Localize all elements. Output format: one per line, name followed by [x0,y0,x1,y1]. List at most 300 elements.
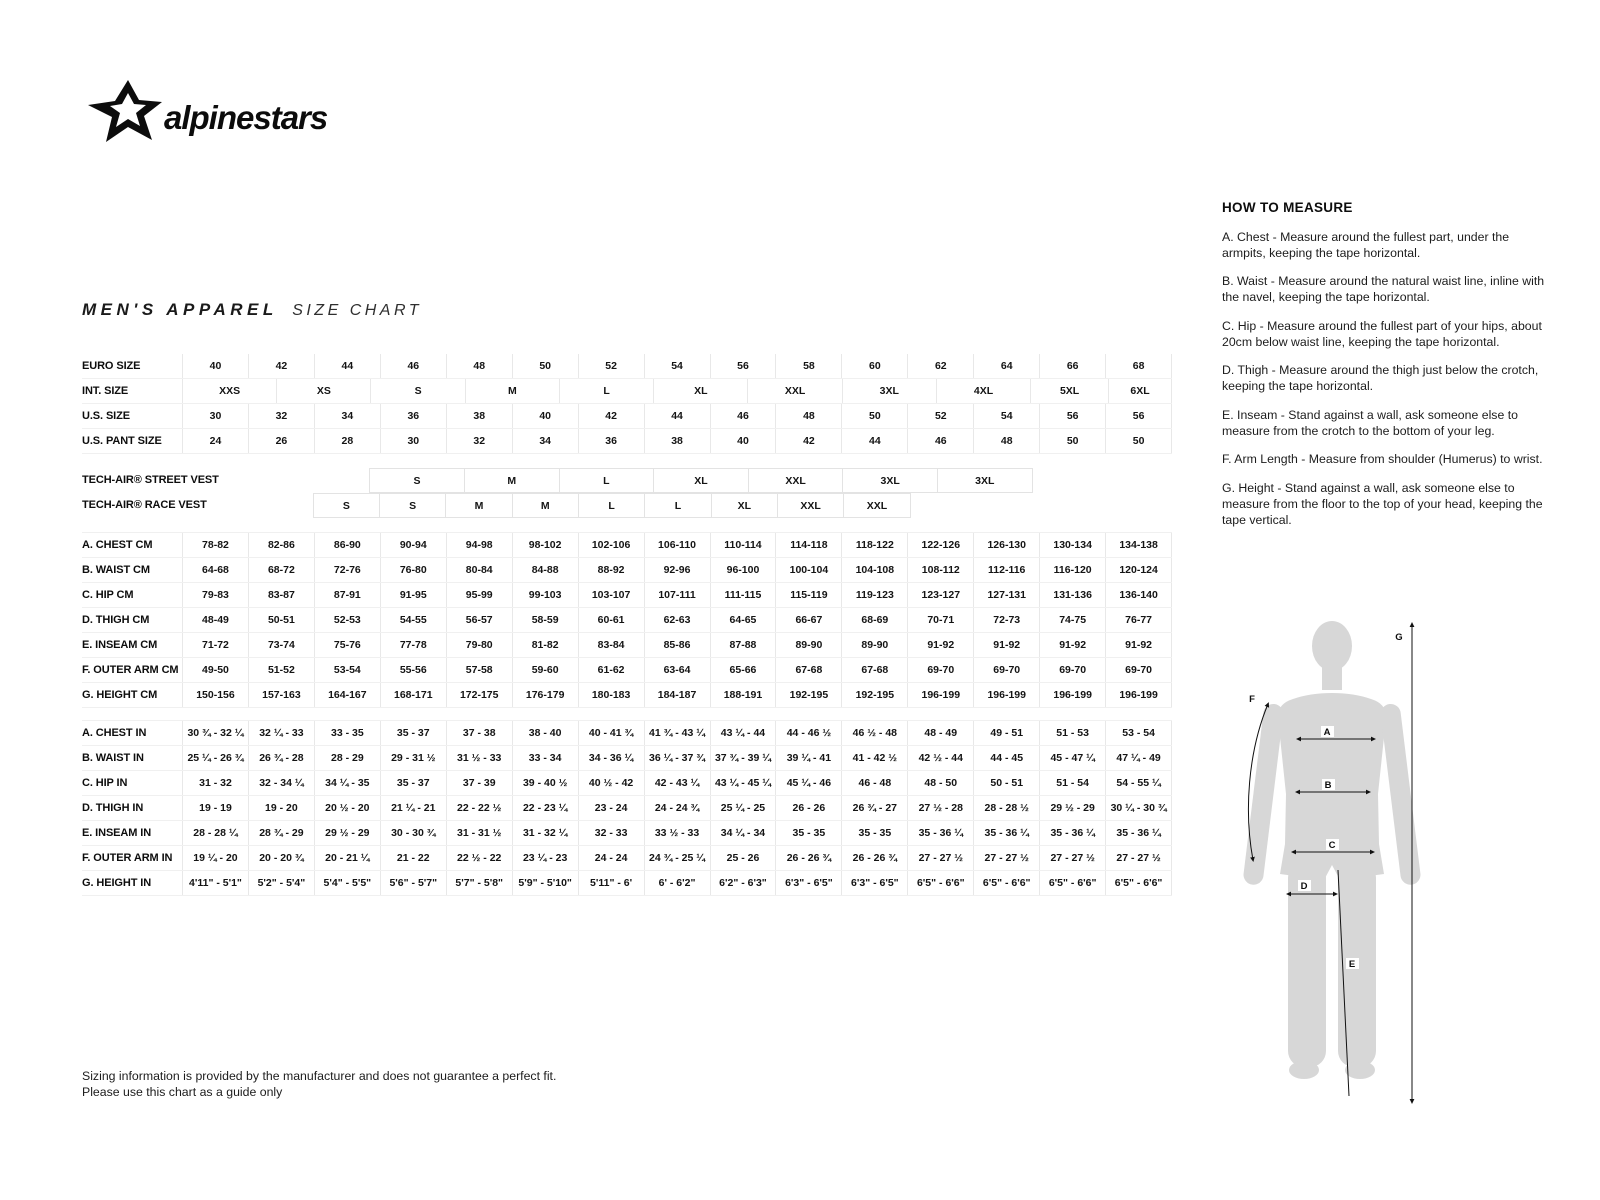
row-cells [182,658,1172,682]
size-cell: 34 - 36 ¼ [578,746,644,770]
size-cell: 48 [446,354,512,378]
row-cells [182,354,1172,378]
size-cell: 4'11" - 5'1" [182,871,248,895]
table-row [82,558,1172,583]
size-cell: 66-67 [775,608,841,632]
size-cell: 76-80 [380,558,446,582]
size-cell: 72-76 [314,558,380,582]
size-cell: 48 [775,404,841,428]
table-row [82,746,1172,771]
size-cell: 6'5" - 6'6" [907,871,973,895]
size-cell: 6XL [1108,379,1172,403]
size-cell: 35 - 37 [380,721,446,745]
size-cell: 91-92 [1105,633,1172,657]
size-cell: 89-90 [841,633,907,657]
size-cell: 25 ¼ - 26 ¾ [182,746,248,770]
size-cell: 5'7" - 5'8" [446,871,512,895]
size-cell: 38 [446,404,512,428]
table-row [82,379,1172,404]
row-label: F. OUTER ARM IN [82,851,173,864]
size-cell: 35 - 35 [841,821,907,845]
size-cell [976,493,1041,518]
size-cell: 26 - 26 ¾ [775,846,841,870]
size-cell: L [559,468,654,493]
row-label: INT. SIZE [82,384,129,397]
size-cell: 31 ½ - 33 [446,746,512,770]
size-cell: L [644,493,710,518]
how-to-measure-item: C. Hip - Measure around the fullest part of your hips, about 20cm below waist line, keeping the tape horizontal. [1222,318,1542,349]
size-cell: 29 ½ - 29 [314,821,380,845]
size-cell: XL [711,493,777,518]
size-cell: 32 ¼ - 33 [248,721,314,745]
size-cell: 126-130 [973,533,1039,557]
size-cell: 87-88 [710,633,776,657]
size-cell: 4XL [936,379,1030,403]
size-cell: 5'4" - 5'5" [314,871,380,895]
how-to-measure-panel [1222,200,1547,541]
row-cells [182,429,1172,453]
table-row [82,821,1172,846]
size-cell: 32 [248,404,314,428]
size-cell: 104-108 [841,558,907,582]
size-cell: 40 [710,429,776,453]
size-cell: 50 [512,354,578,378]
size-cell: 38 - 40 [512,721,578,745]
size-cell: 60-61 [578,608,644,632]
size-cell: 68-69 [841,608,907,632]
size-cell: 34 ¼ - 34 [710,821,776,845]
size-cell: 176-179 [512,683,578,707]
size-cell: 5'9" - 5'10" [512,871,578,895]
label-D: D [1300,881,1308,892]
table-row [82,532,1172,558]
size-cell: 43 ¼ - 44 [710,721,776,745]
size-cell: M [445,493,511,518]
size-cell: 115-119 [775,583,841,607]
size-cell: 91-95 [380,583,446,607]
page-title-primary: MEN'S APPAREL [82,300,278,319]
row-cells [182,721,1172,745]
size-cell: 92-96 [644,558,710,582]
size-cell: 27 - 27 ½ [907,846,973,870]
size-cell: 90-94 [380,533,446,557]
size-cell: 103-107 [578,583,644,607]
size-cell [276,468,370,493]
size-table [82,354,1172,896]
size-cell: XXL [747,379,841,403]
size-cell: 60 [841,354,907,378]
size-cell: 43 ¼ - 45 ¼ [710,771,776,795]
row-cells [182,558,1172,582]
size-cell: 120-124 [1105,558,1172,582]
table-row [82,429,1172,454]
size-cell: XS [276,379,370,403]
how-to-measure-item: B. Waist - Measure around the natural waist line, inline with the navel, keeping the tape horizontal. [1222,274,1545,305]
row-label: EURO SIZE [82,359,141,372]
size-cell: 52-53 [314,608,380,632]
size-cell: 56 [1039,404,1105,428]
size-cell: 119-123 [841,583,907,607]
size-cell: 50 - 51 [973,771,1039,795]
how-to-measure-item: E. Inseam - Stand against a wall, ask someone else to measure from the crotch to the bottom of your leg. [1222,407,1518,438]
size-cell: 29 - 31 ½ [380,746,446,770]
table-row [82,493,1172,518]
size-cell: 69-70 [907,658,973,682]
size-cell: XL [653,468,748,493]
size-cell: 6'5" - 6'6" [1105,871,1172,895]
size-cell: 27 - 27 ½ [1105,846,1172,870]
size-cell: 86-90 [314,533,380,557]
size-cell: 27 ½ - 28 [907,796,973,820]
size-cell: 23 - 24 [578,796,644,820]
size-cell: 38 [644,429,710,453]
size-cell: 75-76 [314,633,380,657]
size-cell: 6'2" - 6'3" [710,871,776,895]
size-cell: XL [653,379,747,403]
row-cells [182,583,1172,607]
row-cells [182,493,1172,518]
size-cell: 196-199 [907,683,973,707]
size-cell: 136-140 [1105,583,1172,607]
size-cell: 116-120 [1039,558,1105,582]
size-cell: 50 [841,404,907,428]
size-cell: 25 ¼ - 25 [710,796,776,820]
row-cells [182,746,1172,770]
size-cell: 48 - 50 [907,771,973,795]
size-cell: 64-65 [710,608,776,632]
size-cell: 102-106 [578,533,644,557]
logo-wordmark: alpinestars [164,99,328,136]
size-cell: 83-87 [248,583,314,607]
size-cell: 26 - 26 [775,796,841,820]
size-cell: 40 [512,404,578,428]
size-cell: 30 ¼ - 30 ¾ [1105,796,1172,820]
size-cell [1107,493,1172,518]
row-cells [182,871,1172,895]
size-cell: M [464,468,559,493]
row-cells [182,796,1172,820]
row-cells [182,771,1172,795]
size-cell: 46 ½ - 48 [841,721,907,745]
table-row [82,658,1172,683]
size-cell: 37 - 39 [446,771,512,795]
size-cell: 70-71 [907,608,973,632]
size-cell: 78-82 [182,533,248,557]
row-label: U.S. PANT SIZE [82,434,162,447]
size-cell: 107-111 [644,583,710,607]
size-cell: 62-63 [644,608,710,632]
size-cell: 36 [380,404,446,428]
size-cell: 51-52 [248,658,314,682]
size-cell: 111-115 [710,583,776,607]
size-cell: 53 - 54 [1105,721,1172,745]
size-cell: M [512,493,578,518]
size-cell: 22 - 22 ½ [446,796,512,820]
size-cell: 98-102 [512,533,578,557]
size-cell: 33 ½ - 33 [644,821,710,845]
size-cell: 108-112 [907,558,973,582]
size-cell: 50-51 [248,608,314,632]
size-cell: 69-70 [1105,658,1172,682]
size-cell [247,493,312,518]
size-cell: 5XL [1030,379,1108,403]
size-cell: 42 ½ - 44 [907,746,973,770]
size-cell: 79-83 [182,583,248,607]
row-label: B. WAIST IN [82,751,144,764]
size-cell: 44 [644,404,710,428]
size-cell: 62 [907,354,973,378]
size-cell: 37 ¾ - 39 ¼ [710,746,776,770]
row-label: B. WAIST CM [82,563,150,576]
size-cell: 40 ½ - 42 [578,771,644,795]
row-label: TECH-AIR® RACE VEST [82,499,207,512]
table-row [82,796,1172,821]
how-to-measure-item: F. Arm Length - Measure from shoulder (Humerus) to wrist. [1222,452,1543,467]
how-to-measure-item: D. Thigh - Measure around the thigh just below the crotch, keeping the tape horizontal. [1222,363,1539,394]
size-cell: 71-72 [182,633,248,657]
size-cell: 20 - 21 ¼ [314,846,380,870]
size-cell: 69-70 [973,658,1039,682]
size-cell: 35 - 37 [380,771,446,795]
size-cell: 157-163 [248,683,314,707]
row-cells [182,683,1172,707]
size-cell: 31 - 32 ¼ [512,821,578,845]
table-row [82,468,1172,493]
size-cell: 89-90 [775,633,841,657]
size-cell: 46 [907,429,973,453]
size-cell: 130-134 [1039,533,1105,557]
size-cell: 196-199 [973,683,1039,707]
size-cell: 79-80 [446,633,512,657]
size-cell: 188-191 [710,683,776,707]
size-cell: 122-126 [907,533,973,557]
size-cell: 110-114 [710,533,776,557]
size-cell: 32 - 34 ¼ [248,771,314,795]
size-cell: 48 [973,429,1039,453]
size-cell: 5'11" - 6' [578,871,644,895]
row-label: G. HEIGHT IN [82,876,152,889]
size-cell: 36 ¼ - 37 ¾ [644,746,710,770]
size-cell: 30 [380,429,446,453]
size-cell: 35 - 35 [775,821,841,845]
size-cell: 20 - 20 ¾ [248,846,314,870]
row-cells [182,404,1172,428]
size-cell: 6'5" - 6'6" [1039,871,1105,895]
size-cell: 21 - 22 [380,846,446,870]
size-cell: 5'2" - 5'4" [248,871,314,895]
table-row [82,583,1172,608]
row-label: A. CHEST IN [82,726,147,739]
size-cell: 100-104 [775,558,841,582]
size-cell: 150-156 [182,683,248,707]
size-cell: 95-99 [446,583,512,607]
size-cell: 19 - 19 [182,796,248,820]
size-cell: S [370,379,464,403]
size-cell: 114-118 [775,533,841,557]
size-cell: 51 - 53 [1039,721,1105,745]
how-to-measure-item: A. Chest - Measure around the fullest part, under the armpits, keeping the tape horizontal. [1222,230,1510,260]
size-cell: 35 - 36 ¼ [973,821,1039,845]
size-cell: 64 [973,354,1039,378]
size-cell: 47 ¼ - 49 [1105,746,1172,770]
size-cell: S [313,493,379,518]
size-cell: 52 [907,404,973,428]
disclaimer-line-2: Please use this chart as a guide only [82,1085,283,1100]
size-cell: 56-57 [446,608,512,632]
size-cell: 77-78 [380,633,446,657]
size-cell: 28 - 28 ½ [973,796,1039,820]
label-B: B [1324,780,1332,791]
size-cell: 56 [1105,404,1172,428]
size-cell: 19 ¼ - 20 [182,846,248,870]
size-cell: 46 [380,354,446,378]
body-figure-graphic [1240,612,1430,1110]
size-cell: 106-110 [644,533,710,557]
table-row [82,404,1172,429]
size-cell: 24 - 24 ¾ [644,796,710,820]
size-cell: 20 ½ - 20 [314,796,380,820]
size-cell: 41 - 42 ½ [841,746,907,770]
size-cell: 54 - 55 ¼ [1105,771,1172,795]
size-cell: 83-84 [578,633,644,657]
how-to-measure-items [1222,230,1547,528]
size-cell: 127-131 [973,583,1039,607]
size-cell: 22 - 23 ¼ [512,796,578,820]
size-cell: 44 - 46 ½ [775,721,841,745]
size-cell: 45 - 47 ¼ [1039,746,1105,770]
size-cell: XXL [777,493,843,518]
size-cell: 24 - 24 [578,846,644,870]
size-cell: 42 [578,404,644,428]
size-cell: 184-187 [644,683,710,707]
size-cell: 39 ¼ - 41 [775,746,841,770]
table-row [82,846,1172,871]
size-cell: 3XL [937,468,1033,493]
size-cell: 28 - 28 ¼ [182,821,248,845]
size-cell: 123-127 [907,583,973,607]
row-label: F. OUTER ARM CM [82,663,179,676]
size-cell: 26 - 26 ¾ [841,846,907,870]
label-E: E [1348,959,1356,970]
row-label: C. HIP CM [82,588,134,601]
row-label: TECH-AIR® STREET VEST [82,474,219,487]
size-cell: 32 - 33 [578,821,644,845]
size-cell: 45 ¼ - 46 [775,771,841,795]
row-label: D. THIGH IN [82,801,144,814]
size-cell: 88-92 [578,558,644,582]
size-cell: XXL [843,493,910,518]
size-cell: 24 ¾ - 25 ¼ [644,846,710,870]
size-cell: 96-100 [710,558,776,582]
row-cells [182,468,1172,493]
size-cell: 42 [248,354,314,378]
size-cell [1041,493,1106,518]
label-G: G [1395,632,1403,643]
size-cell: L [578,493,644,518]
size-cell: 134-138 [1105,533,1172,557]
size-cell: 53-54 [314,658,380,682]
size-cell: 46 [710,404,776,428]
table-row [82,354,1172,379]
row-cells [182,846,1172,870]
label-F: F [1249,694,1255,705]
size-cell: 42 - 43 ¼ [644,771,710,795]
size-cell: 49 - 51 [973,721,1039,745]
size-cell: 81-82 [512,633,578,657]
size-cell: 49-50 [182,658,248,682]
size-cell: 164-167 [314,683,380,707]
label-C: C [1328,840,1336,851]
size-cell: 180-183 [578,683,644,707]
size-cell: 58 [775,354,841,378]
disclaimer-line-1: Sizing information is provided by the manufacturer and does not guarantee a perfect fit. [82,1069,557,1083]
size-cell: 76-77 [1105,608,1172,632]
size-cell: 69-70 [1039,658,1105,682]
size-cell: 33 - 35 [314,721,380,745]
size-cell: 40 [182,354,248,378]
size-cell: 23 ¼ - 23 [512,846,578,870]
size-cell: 50 [1105,429,1172,453]
size-cell: 54-55 [380,608,446,632]
page-title [82,300,422,320]
size-cell: 40 - 41 ¾ [578,721,644,745]
size-cell: 30 - 30 ¾ [380,821,446,845]
row-label: C. HIP IN [82,776,128,789]
size-cell: 44 [841,429,907,453]
label-A: A [1323,727,1331,738]
size-cell: 44 - 45 [973,746,1039,770]
row-label: A. CHEST CM [82,538,153,551]
size-cell [1110,468,1172,493]
table-row [82,871,1172,896]
size-cell: 84-88 [512,558,578,582]
size-cell: 35 - 36 ¼ [907,821,973,845]
size-cell: 48-49 [182,608,248,632]
size-cell: 168-171 [380,683,446,707]
size-cell: 42 [775,429,841,453]
size-cell: 112-116 [973,558,1039,582]
disclaimer [82,1068,556,1100]
size-cell: 22 ½ - 22 [446,846,512,870]
how-to-measure-title: HOW TO MEASURE [1222,200,1353,215]
size-cell: 26 ¾ - 28 [248,746,314,770]
size-cell: 56 [710,354,776,378]
size-cell: 51 - 54 [1039,771,1105,795]
how-to-measure-item: G. Height - Stand against a wall, ask someone else to measure from the floor to the top of your head, keeping the tape vertical. [1222,481,1543,527]
size-cell: XXS [182,379,276,403]
size-cell: 36 [578,429,644,453]
size-cell: 68-72 [248,558,314,582]
size-cell: 55-56 [380,658,446,682]
size-cell: 63-64 [644,658,710,682]
size-cell: 61-62 [578,658,644,682]
measurement-diagram [1240,612,1430,1115]
size-cell: S [369,468,464,493]
size-cell: M [465,379,559,403]
size-cell: 34 ¼ - 35 [314,771,380,795]
size-cell: 3XL [842,468,937,493]
size-cell: 65-66 [710,658,776,682]
row-cells [182,533,1172,557]
size-cell: 196-199 [1039,683,1105,707]
size-cell: 26 [248,429,314,453]
size-cell: 6'3" - 6'5" [775,871,841,895]
size-cell: 24 [182,429,248,453]
table-row [82,771,1172,796]
page-title-secondary: SIZE CHART [292,302,423,319]
size-cell: 192-195 [775,683,841,707]
size-cell: 25 - 26 [710,846,776,870]
